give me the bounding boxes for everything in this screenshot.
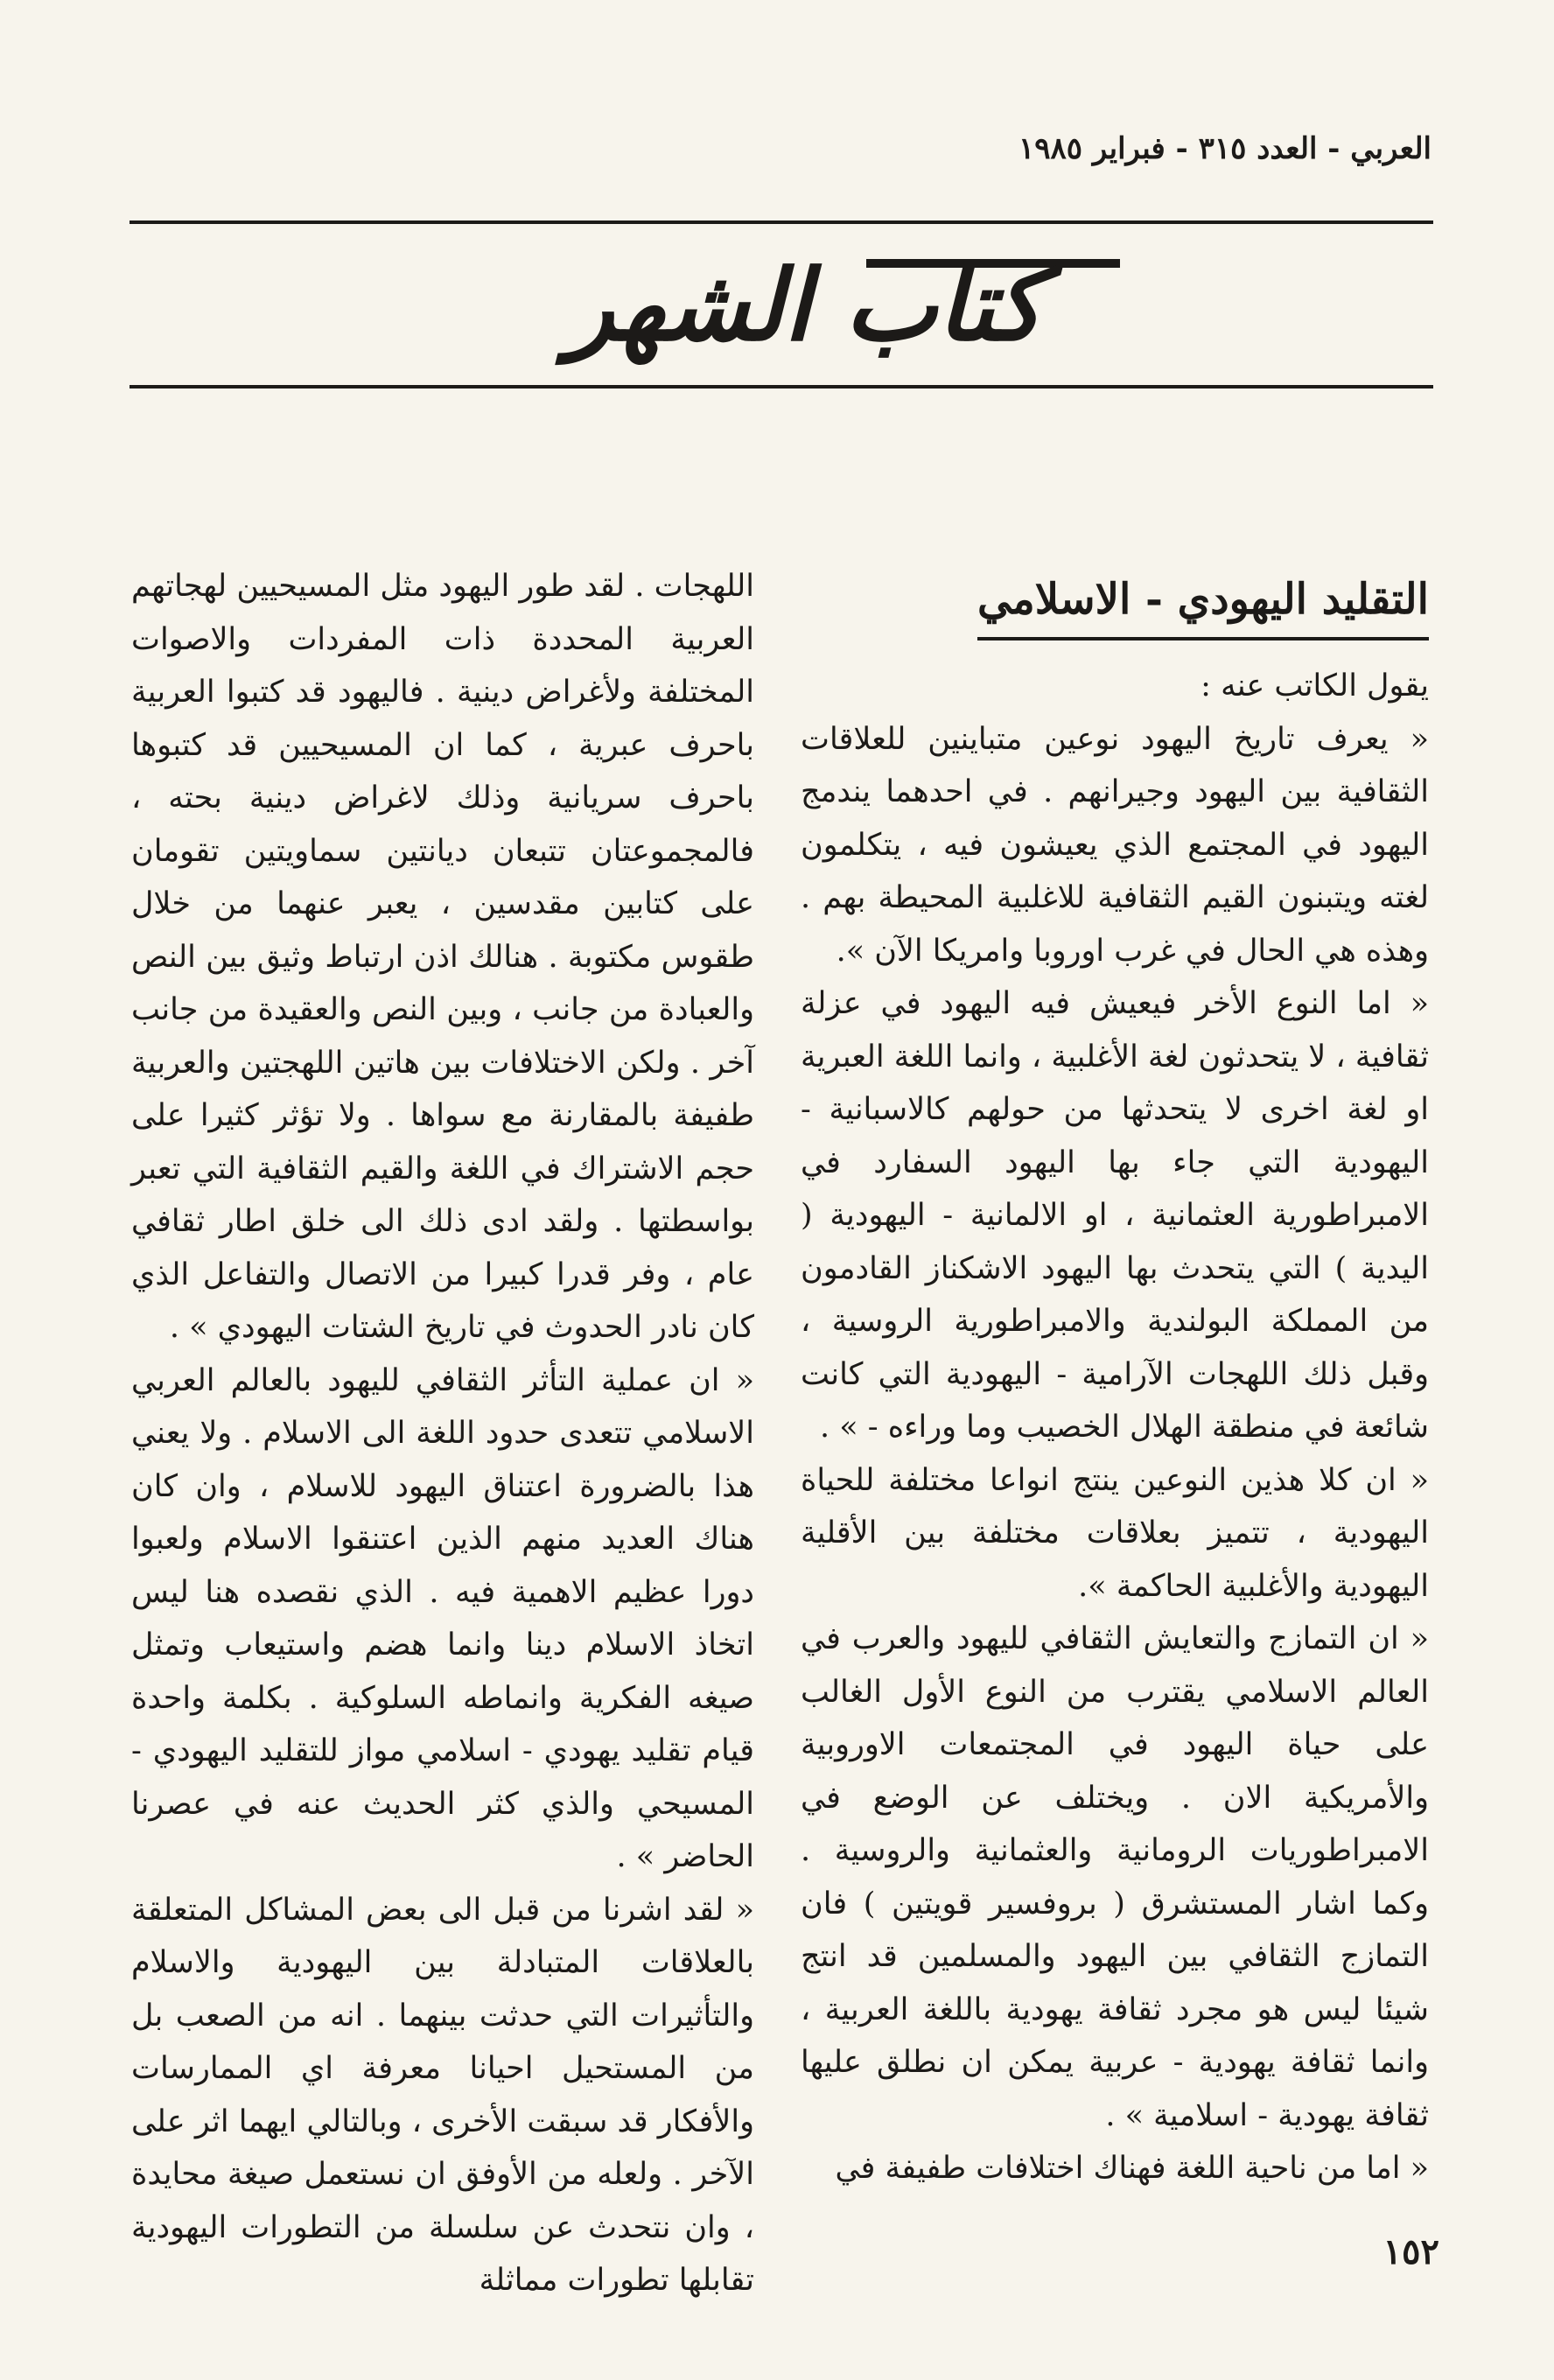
paragraph: « ان كلا هذين النوعين ينتج انواعا مختلفة للحياة اليهودية ، تتميز بعلاقات مختلفة بين الأقلية اليهودية والأغلبية الحاكمة ». <box>801 1462 1429 1604</box>
paragraph: « اما من ناحية اللغة فهناك اختلافات طفيفة في <box>835 2151 1429 2186</box>
article-title-wrap <box>801 569 1429 644</box>
paragraph: اللهجات . لقد طور اليهود مثل المسيحيين لهجاتهم العربية المحددة ذات المفردات والاصوات المختلفة ولأغراض دينية . فاليهود قد كتبوا العربية باحرف عبرية ، كما ان المسيحيين قد كتبوها باحرف سريانية وذلك لاغراض دينية بحته ، فالمجموعتان تتبعان ديانتين سماويتين تقومان على كتابين مقدسين ، يعبر عنهما من خلال طقوس مكتوبة . هنالك اذن ارتباط وثيق بين النص والعبادة من جانب ، وبين النص والعقيدة من جانب آخر . ولكن الاختلافات بين هاتين اللهجتين والعربية طفيفة بالمقارنة مع سواها . ولا تؤثر كثيرا على حجم الاشتراك في اللغة والقيم الثقافية التي تعبر بواسطتها . ولقد ادى ذلك الى خلق اطار ثقافي عام ، وفر قدرا كبيرا من الاتصال والتفاعل الذي كان نادر الحدوث في تاريخ الشتات اليهودي » . <box>131 569 754 1345</box>
left-column <box>131 560 754 2307</box>
paragraph: « ان التمازج والتعايش الثقافي لليهود والعرب في العالم الاسلامي يقترب من النوع الأول الغالب على حياة اليهود في المجتمعات الاوروبية والأمريكية الان . ويختلف عن الوضع في الامبراطوريات الرومانية والعثمانية والروسية . وكما اشار المستشرق ( بروفسير قويتين ) فان التمازج الثقافي بين اليهود والمسلمين قد انتج شيئا ليس هو مجرد ثقافة يهودية باللغة العربية ، وانما ثقافة يهودية - عربية يمكن ان نطلق عليها ثقافة يهودية - اسلامية » . <box>801 1621 1429 2133</box>
paragraph: « ان عملية التأثر الثقافي لليهود بالعالم العربي الاسلامي تتعدى حدود اللغة الى الاسلام . ولا يعني هذا بالضرورة اعتناق اليهود للاسلام ، وان كان هناك العديد منهم الذين اعتنقوا الاسلام ولعبوا دورا عظيم الاهمية فيه . الذي نقصده هنا ليس اتخاذ الاسلام دينا وانما هضم واستيعاب وتمثل صيغه الفكرية وانماطه السلوكية . بكلمة واحدة قيام تقليد يهودي - اسلامي مواز للتقليد اليهودي - المسيحي والذي كثر الحديث عنه في عصرنا الحاضر » . <box>131 1362 754 1874</box>
paragraph: « اما النوع الأخر فيعيش فيه اليهود في عزلة ثقافية ، لا يتحدثون لغة الأغلبية ، وانما اللغة العبرية او لغة اخرى لا يتحدثها من حولهم كالاسبانية - اليهودية التي جاء بها اليهود السفارد في الامبراطورية العثمانية ، او الالمانية - اليهودية ( اليدية ) التي يتحدث بها اليهود الاشكناز القادمون من المملكة البولندية والامبراطورية الروسية ، وقبل ذلك اللهجات الآرامية - اليهودية التي كانت شائعة في منطقة الهلال الخصيب وما وراءه - » . <box>801 986 1429 1445</box>
paragraph: « يعرف تاريخ اليهود نوعين متباينين للعلاقات الثقافية بين اليهود وجيرانهم . في احدهما يندمج اليهود في المجتمع الذي يعيشون فيه ، يتكلمون لغته ويتبنون القيم الثقافية للاغلبية المحيطة بهم . وهذه هي الحال في غرب اوروبا وامريكا الآن ». <box>801 721 1429 969</box>
issue-header: العربي - العدد ٣١٥ - فبراير ١٩٨٥ <box>1018 131 1432 166</box>
section-title: كتاب الشهر <box>566 248 1044 363</box>
article-title: التقليد اليهودي - الاسلامي <box>977 569 1429 640</box>
bottom-rule <box>130 385 1433 388</box>
page-number: ١٥٢ <box>1382 2231 1439 2272</box>
right-column <box>801 569 1429 2195</box>
paragraph: « لقد اشرنا من قبل الى بعض المشاكل المتعلقة بالعلاقات المتبادلة بين اليهودية والاسلام والتأثيرات التي حدثت بينهما . انه من الصعب بل من المستحيل احيانا معرفة اي الممارسات والأفكار قد سبقت الأخرى ، وبالتالي ايهما اثر على الآخر . ولعله من الأوفق ان نستعمل صيغة محايدة ، وان نتحدث عن سلسلة من التطورات اليهودية تقابلها تطورات مماثلة <box>131 1892 754 2298</box>
paragraph: يقول الكاتب عنه : <box>1200 668 1429 704</box>
top-rule <box>130 220 1433 224</box>
